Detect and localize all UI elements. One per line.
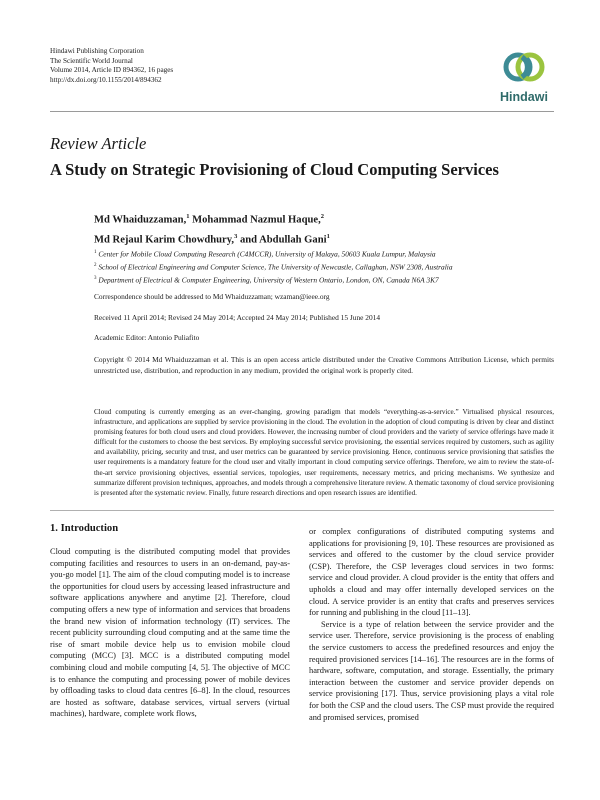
affiliation-item <box>94 273 453 286</box>
author-affiliation-sup: 3 <box>234 232 238 240</box>
journal-name: The Scientific World Journal <box>50 56 133 65</box>
author-name: and Abdullah Gani <box>237 234 327 246</box>
body-paragraph: or complex configurations of distributed computing systems and applications for provisioning [9, 10]. These resources are provisioned as services and offered to the customer by the cloud service provider (CSP). Therefore, the CSP leverages cloud services in two forms: service and cloud provider. A cloud provider is the entity that offers and upholds a cloud and may offer internally developed services on the cloud. A service provider is an entity that crafts and preserves services for running and publishing in the cloud [11–13]. <box>309 527 554 618</box>
abstract: Cloud computing is currently emerging as an ever-changing, growing paradigm that models “everything-as-a-service.” Virtualised physical resources, infrastructure, and applications are supplied by service provisioning in the cloud. The evolution in the adoption of cloud computing is driven by clear and distinct promising features for both cloud users and cloud providers. However, the increasing number of cloud providers and the variety of service offerings have made it difficult for the customers to choose the best services. By employing successful service provisioning, the essential services required by customers, such as agility and availability, pricing, security and trust, and user metrics can be guaranteed by service provisioning. Hence, continuous service provisioning that satisfies the user requirements is a mandatory feature for the cloud user and vitally important in cloud computing service offerings. Therefore, we aim to review the state-of-the-art service provisioning objectives, essential services, topologies, user requirements, necessary metrics, and pricing mechanisms. We synthesize and summarize different provision techniques, approaches, and models through a comprehensive literature review. A thematic taxonomy of cloud service provisioning is presented after the systematic review. Finally, future research directions and open research issues are identified. <box>94 408 554 497</box>
author-line-2 <box>94 229 330 249</box>
author-list <box>94 209 330 248</box>
publication-info <box>50 47 173 85</box>
body-column-left <box>50 546 290 720</box>
affiliation-list <box>94 247 453 286</box>
academic-editor: Academic Editor: Antonio Puliafito <box>94 333 200 342</box>
correspondence: Correspondence should be addressed to Md Whaiduzzaman; wzaman@ieee.org <box>94 292 330 301</box>
affiliation-text: Center for Mobile Cloud Computing Research (C4MCCR), University of Malaya, 50603 Kuala Lumpur, Malaysia <box>98 249 436 259</box>
author-affiliation-sup: 1 <box>326 232 330 240</box>
body-paragraph: Cloud computing is the distributed computing model that provides computing facilities and resources to users in an on-demand, pay-as-you-go model [1]. The aim of the cloud computing model is to increase the opportunities for cloud users by accessing leased infrastructure and software applications anywhere and anytime [2]. Therefore, cloud computing offers a new type of information and services that broadens the brand new vision of information technology (IT) services. The recent publicity surrounding cloud computing and at the same time the rise of smart mobile device help us to envision mobile cloud computing (MCC) [3]. MCC is a distributed computing model combining cloud and mobile computing [4, 5]. The objective of MCC is to enhance the computing and processing power of mobile devices by offloading tasks to cloud data centres [6–8]. In the cloud, resources are hosted as software, database services, virtual servers (virtual machines), hardware, complete work flows, <box>50 547 290 719</box>
publication-dates: Received 11 April 2014; Revised 24 May 2014; Accepted 24 May 2014; Published 15 June 2014 <box>94 313 381 322</box>
author-name: Md Rejaul Karim Chowdhury, <box>94 234 235 246</box>
author-affiliation-sup: 2 <box>320 213 324 220</box>
affiliation-item <box>94 247 453 260</box>
author-name: Mohammad Nazmul Haque, <box>189 214 321 226</box>
author-name: Md Whaiduzzaman, <box>94 214 187 226</box>
affiliation-item <box>94 260 453 273</box>
author-line-1 <box>94 209 330 229</box>
affiliation-sup: 1 <box>94 250 97 255</box>
article-title: A Study on Strategic Provisioning of Cloud Computing Services <box>50 160 499 179</box>
author-affiliation-sup: 1 <box>186 213 190 220</box>
header-divider <box>50 111 554 112</box>
volume-line: Volume 2014, Article ID 894362, 16 pages <box>50 66 174 75</box>
abstract-divider <box>50 510 554 511</box>
affiliation-text: School of Electrical Engineering and Computer Science, The University of Newcastle, Callaghan, NSW 2308, Australia <box>98 262 453 272</box>
body-column-right <box>309 526 554 723</box>
affiliation-text: Department of Electrical & Computer Engineering, University of Western Ontario, London, ON, Canada N6A 3K7 <box>98 275 439 285</box>
article-type: Review Article <box>50 134 147 153</box>
publisher-name: Hindawi Publishing Corporation <box>50 47 144 55</box>
body-paragraph: Service is a type of relation between the service provider and the service user. Therefore, service provisioning is the process of enabling the service customers to access the predefined resources and enjoy the required provisioned services [14–16]. The resources are in the forms of hardware, software, computation, and storage. Essentially, the primary interaction between the customer and service provider depends on service provisioning [17]. Thus, service provisioning plays a vital role for both the CSP and the cloud users. The CSP must provide the required and promised services, promised <box>309 619 554 722</box>
section-heading: 1. Introduction <box>50 523 119 534</box>
affiliation-sup: 2 <box>94 262 97 268</box>
affiliation-sup: 3 <box>94 275 97 281</box>
copyright-notice: Copyright © 2014 Md Whaiduzzaman et al. This is an open access article distributed under the Creative Commons Attribution License, which permits unrestricted use, distribution, and reproduction in any medium, provided the original work is properly cited. <box>94 355 554 375</box>
doi-link[interactable]: http://dx.doi.org/10.1155/2014/894362 <box>50 75 162 84</box>
hindawi-logo-text: Hindawi <box>500 90 548 104</box>
